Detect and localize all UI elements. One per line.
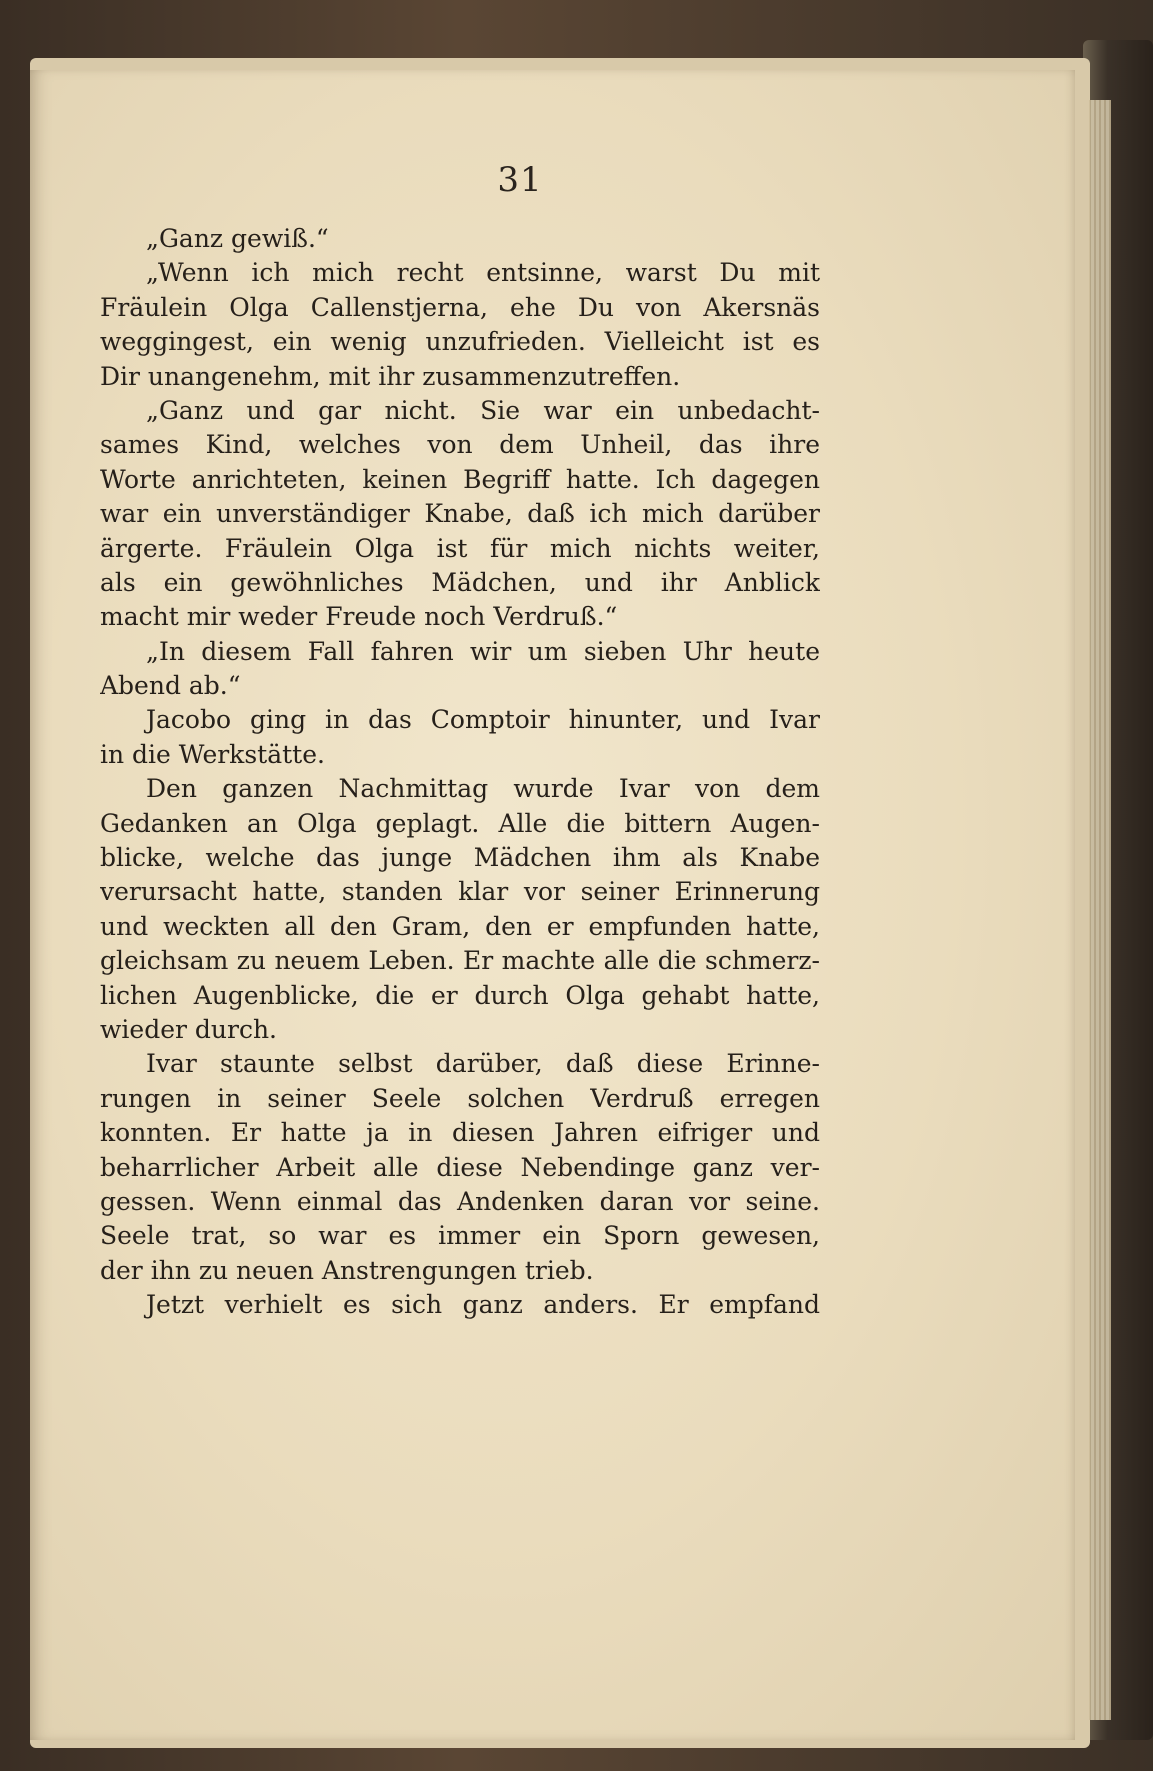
text-line: war ein unverständiger Knabe, daß ich mich darüber <box>100 499 820 529</box>
text-line: als ein gewöhnliches Mädchen, und ihr Anblick <box>100 567 820 597</box>
page-edges <box>1089 100 1111 1720</box>
text-line: Seele trat, so war es immer ein Sporn gewesen, <box>100 1221 820 1251</box>
page-number: 31 <box>497 160 543 200</box>
text-line: gleichsam zu neuem Leben. Er machte alle die schmerz- <box>100 946 820 976</box>
text-line: Ivar staunte selbst darüber, daß diese Erinne- <box>146 1049 820 1079</box>
text-line: Abend ab.“ <box>100 671 241 701</box>
text-line: ärgerte. Fräulein Olga ist für mich nichts weiter, <box>100 533 820 563</box>
text-line: verursacht hatte, standen klar vor seiner Erinnerung <box>100 877 820 907</box>
text-line: „In diesem Fall fahren wir um sieben Uhr heute <box>146 636 820 666</box>
text-line: lichen Augenblicke, die er durch Olga gehabt hatte, <box>100 980 820 1010</box>
text-line: gessen. Wenn einmal das Andenken daran vor seine. <box>100 1186 820 1216</box>
text-line: „Ganz und gar nicht. Sie war ein unbedacht- <box>146 395 820 425</box>
text-line: Gedanken an Olga geplagt. Alle die bittern Augen- <box>100 808 820 838</box>
text-line: rungen in seiner Seele solchen Verdruß erregen <box>100 1083 820 1113</box>
text-line: Worte anrichteten, keinen Begriff hatte. Ich dagegen <box>100 464 820 494</box>
text-line: Jetzt verhielt es sich ganz anders. Er empfand <box>146 1290 820 1320</box>
text-line: beharrlicher Arbeit alle diese Nebendinge ganz ver- <box>100 1152 820 1182</box>
text-line: Jacobo ging in das Comptoir hinunter, und Ivar <box>146 705 820 735</box>
text-line: Den ganzen Nachmittag wurde Ivar von dem <box>146 774 820 804</box>
text-line: sames Kind, welches von dem Unheil, das ihre <box>100 430 820 460</box>
text-line: in die Werkstätte. <box>100 739 325 769</box>
text-line: konnten. Er hatte ja in diesen Jahren eifriger und <box>100 1118 820 1148</box>
text-line: Dir unangenehm, mit ihr zusammenzutreffen. <box>100 361 681 391</box>
text-line: blicke, welche das junge Mädchen ihm als Knabe <box>100 843 820 873</box>
text-line: und weckten all den Gram, den er empfunden hatte, <box>100 911 820 941</box>
text-line: macht mir weder Freude noch Verdruß.“ <box>100 602 618 632</box>
text-line: „Ganz gewiß.“ <box>146 224 329 253</box>
text-line: Fräulein Olga Callenstjerna, ehe Du von Akersnäs <box>100 292 820 322</box>
text-line: „Wenn ich mich recht entsinne, warst Du mit <box>146 258 820 288</box>
text-line: wieder durch. <box>100 1014 277 1044</box>
page-text <box>100 222 820 1323</box>
text-line: weggingest, ein wenig unzufrieden. Vielleicht ist es <box>100 327 820 357</box>
text-line: der ihn zu neuen Anstrengungen trieb. <box>100 1255 594 1285</box>
